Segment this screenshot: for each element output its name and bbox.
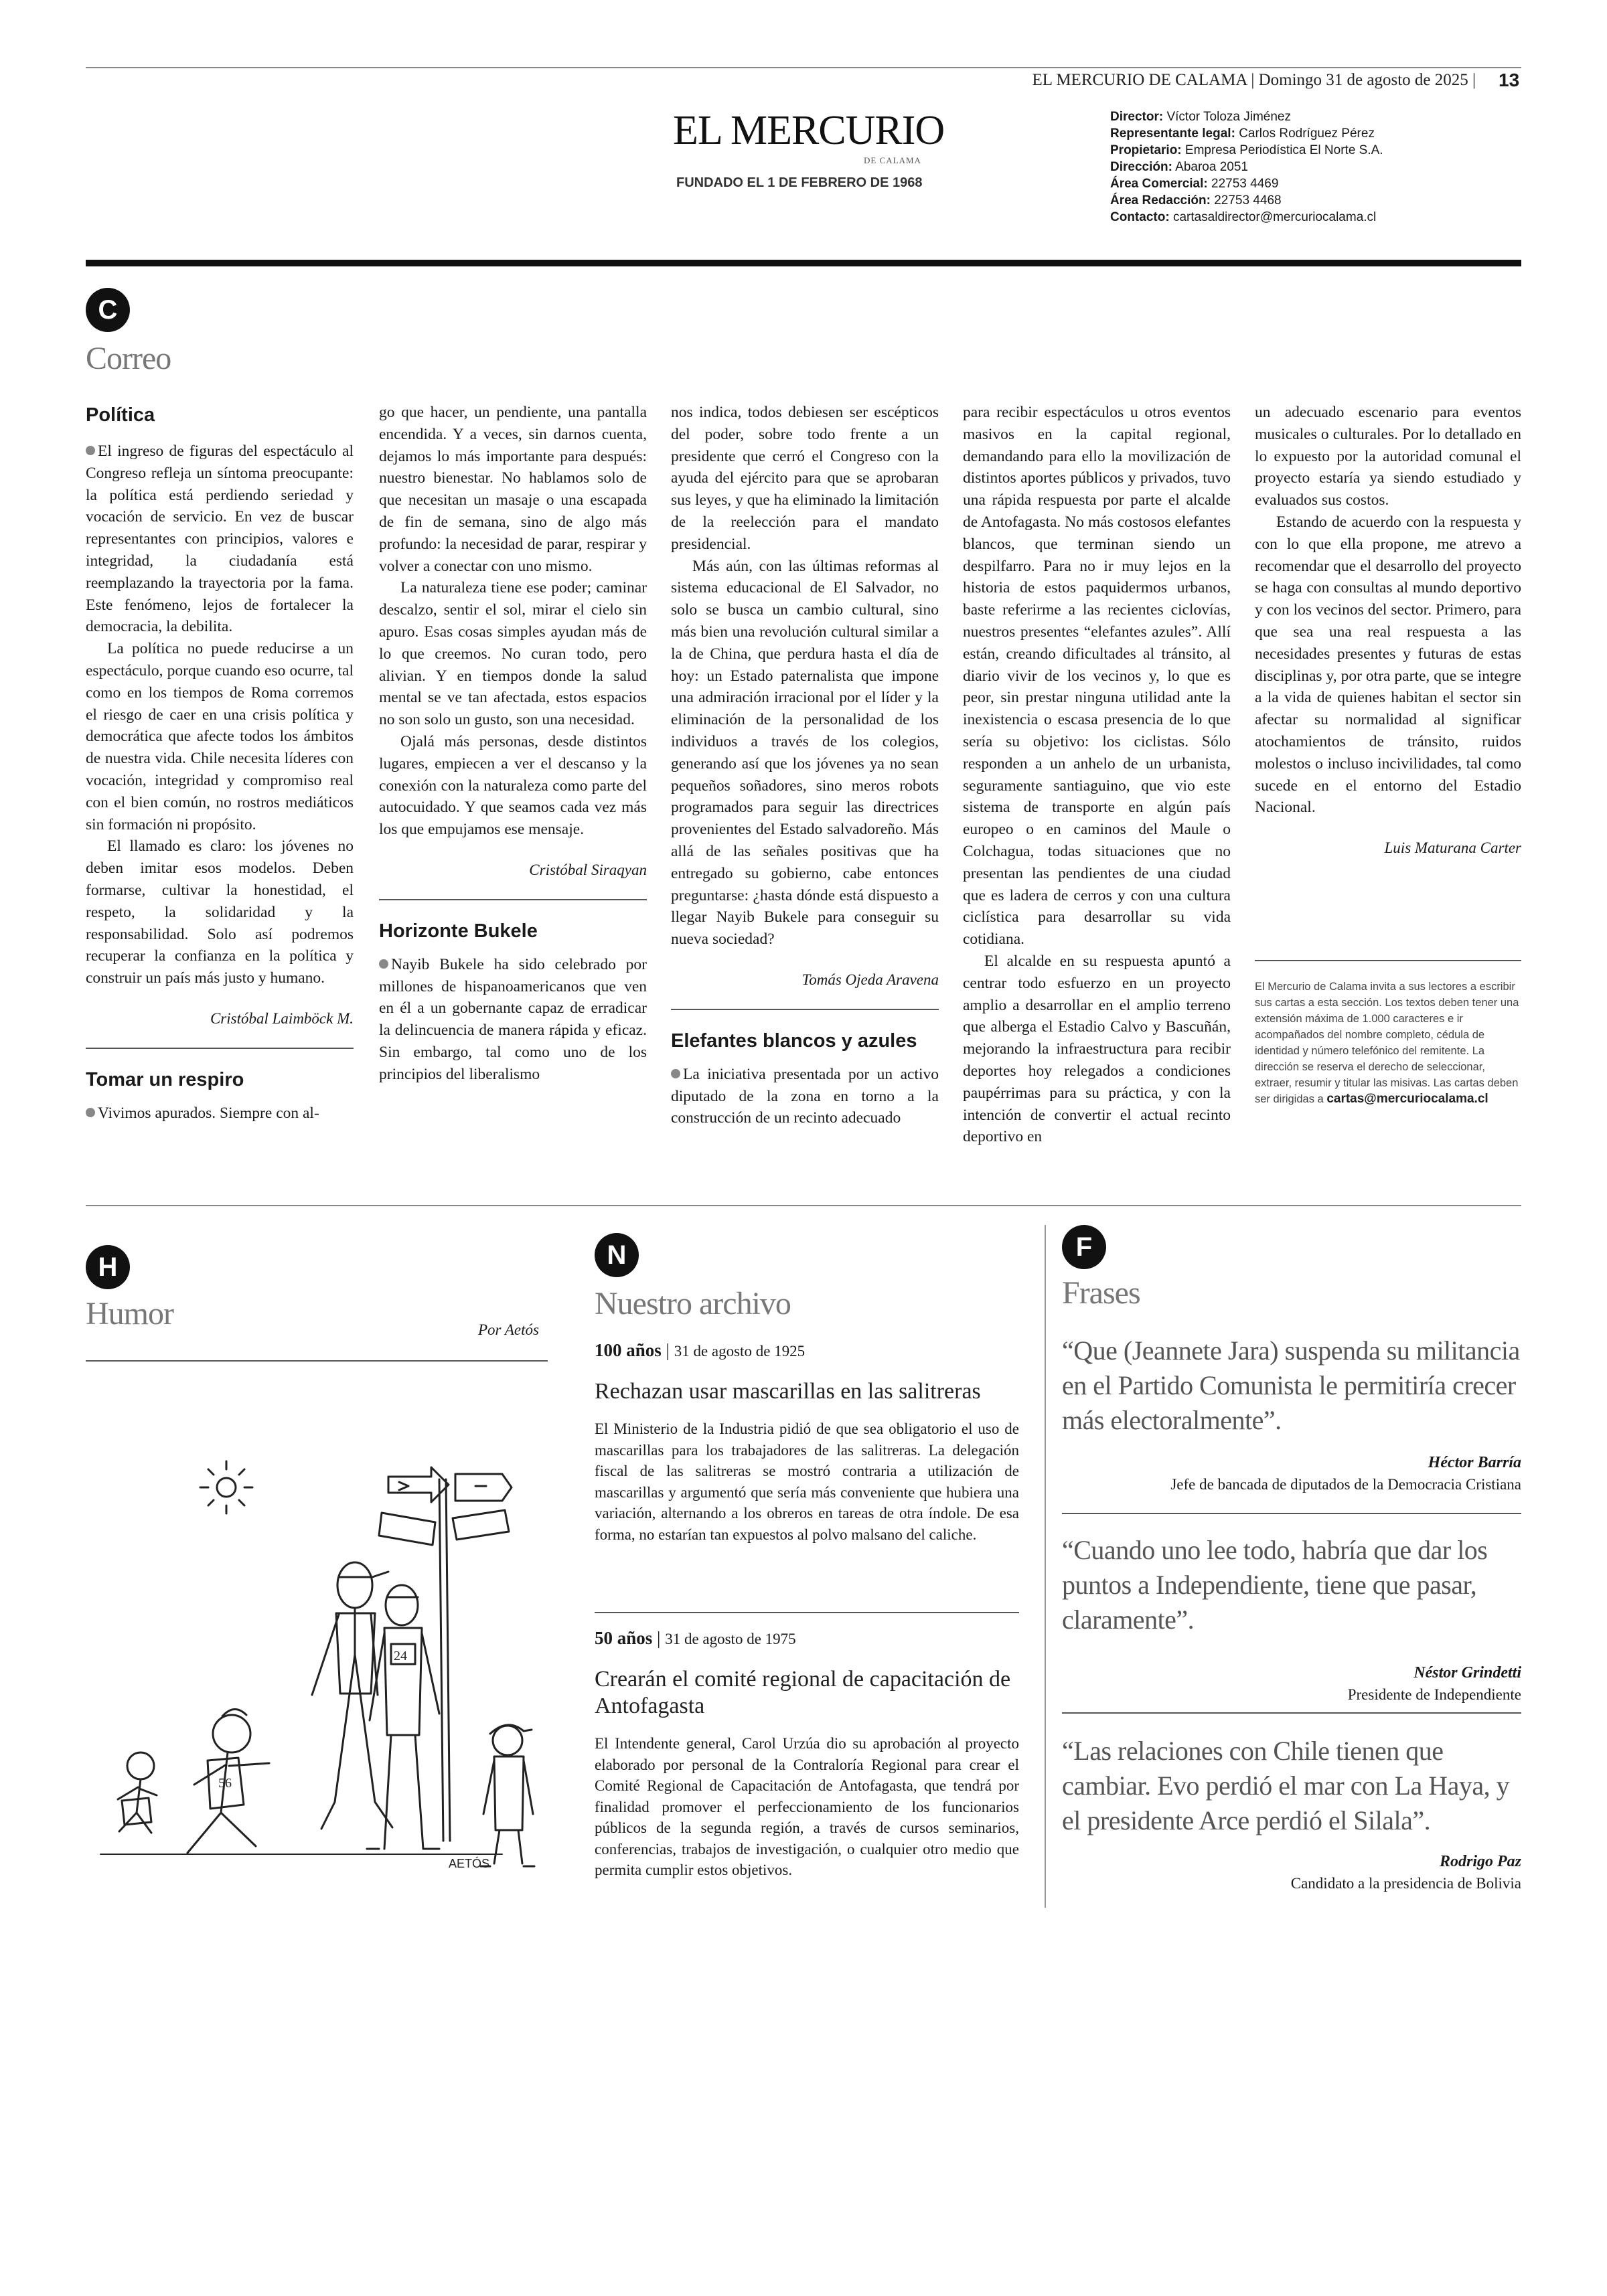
- staff-label: Propietario:: [1110, 143, 1182, 157]
- staff-row: [1110, 209, 1512, 226]
- sun-icon: [200, 1461, 252, 1513]
- bullet-dot: [671, 1069, 680, 1078]
- running-head-text: EL MERCURIO DE CALAMA | Domingo 31 de agosto de 2025 |: [1032, 71, 1476, 89]
- staff-label: Contacto:: [1110, 210, 1170, 224]
- correo-column-2: [379, 402, 647, 1202]
- archivo-item-2: [595, 1628, 1019, 1881]
- column-divider: [671, 1009, 939, 1010]
- staff-value: Víctor Toloza Jiménez: [1166, 110, 1291, 124]
- column-divider: [1255, 960, 1521, 961]
- header-thick-rule: [86, 260, 1521, 266]
- vertical-divider: [1045, 1225, 1046, 1908]
- staff-value: 22753 4468: [1214, 193, 1282, 208]
- frases-quote-1: [1062, 1333, 1521, 1493]
- politica-signature: Cristóbal Laimböck M.: [210, 1009, 354, 1027]
- bukele-paragraph-2: Más aún, con las últimas reformas al sistema educacional de El Salvador, no solo se busca un cambio cultural, sino más bien una revolución cultural similar a la de China, que perdura hasta el día de hoy: un Estado paternalista que impone una admiración irracional por el líder y la eliminación de la personalidad de los individuos a través de los colegios, generando así que los jóvenes ya no sean pequeños soñadores, sino meros robots programados para seguir las directrices provenientes del Estado salvadoreño. Más allá de las señales positivas que ha entregado su gobierno, cabe entonces preguntarse: ¿hasta dónde está dispuesto a llegar Nayib Bukele para conseguir su nueva sociedad?: [671, 557, 939, 949]
- politica-paragraph-1: [86, 440, 354, 638]
- capped-runner-icon: [481, 1725, 534, 1866]
- svg-text:24: 24: [394, 1649, 407, 1663]
- archivo-item-1-date: 100 años | 31 de agosto de 1925: [595, 1340, 806, 1360]
- politica-paragraph-2: La política no puede reducirse a un espectáculo, porque cuando eso ocurre, tal como en los tiempos de Roma corremos el riesgo de caer en una crisis política y democrática que afecte todos los ámbitos de nuestra vida. Chile necesita líderes con vocación, integridad y compromiso real con el bien común, no rostros mediáticos sin formación ni propósito.: [86, 640, 354, 833]
- humor-rule: [86, 1360, 548, 1362]
- correo-column-4: [963, 402, 1231, 1202]
- elefantes-paragraph-1-start: La iniciativa presentada por un activo diputado de la zona en torno a la construcción de un recinto adecuado: [671, 1065, 939, 1127]
- bukele-heading: Horizonte Bukele: [379, 920, 538, 942]
- quote-author: Rodrigo Paz: [1439, 1853, 1521, 1870]
- humor-badge: H: [86, 1245, 130, 1289]
- correo-column-3: [671, 402, 939, 1202]
- staff-value: Empresa Periodística El Norte S.A.: [1184, 143, 1383, 157]
- quote-role: Presidente de Independiente: [1347, 1686, 1521, 1703]
- frases-divider: [1062, 1712, 1521, 1714]
- quote-author: Héctor Barría: [1428, 1454, 1521, 1471]
- cartoon-signature: AETÓS: [449, 1857, 490, 1870]
- frases-quote-2: [1062, 1533, 1521, 1704]
- column-divider: [86, 1048, 354, 1049]
- staff-row: [1110, 108, 1512, 125]
- bullet-dot: [379, 959, 388, 969]
- archivo-item-1-body: El Ministerio de la Industria pidió de que sea obligatorio el uso de mascarillas para los trabajadores de las salitreras. La delegación fiscal de las salitreras se mostró contraria a utilización de mascarillas y argumentó que sería más conveniente que hubiera una variación, alternando a los obreros en tareas de otra índole. De esa forma, no estarían tan expuestos al polvo malsano del caliche.: [595, 1420, 1019, 1543]
- bukele-paragraph-1: nos indica, todos debiesen ser escépticos del poder, sobre todo frente a un presidente que cerró el Congreso con la ayuda del ejército para que se aprobaran sus leyes, y que ha eliminado la limitación de la reelección para el mandato presidencial.: [671, 404, 939, 553]
- archivo-date: 31 de agosto de 1925: [674, 1343, 806, 1360]
- elefantes-paragraph-2: un adecuado escenario para eventos musicales o culturales. Por lo detallado en lo expuesto por la autoridad comunal el proyecto estaría ya siendo estudiado y evaluados sus costos.: [1255, 404, 1521, 509]
- staff-label: Director:: [1110, 110, 1164, 124]
- runner-icon: [187, 1709, 269, 1853]
- bullet-dot: [86, 446, 95, 455]
- elefantes-paragraph-3: Estando de acuerdo con la respuesta y con lo que ella propone, me atrevo a recomendar que el desarrollo del proyecto se haga con consultas al mundo deportivo y con los vecinos del sector. Primero, para que sea una real respuesta a las necesidades presentes y futuras de estas disciplinas y, por otra parte, que se integre a la vida de quienes habitan el sector sin afectar su normalidad al significar atochamientos de tránsito, ruidos molestos o incluso incivilidades, tal como sucede en el entorno del Estadio Nacional.: [1255, 513, 1521, 817]
- quote-role: Candidato a la presidencia de Bolivia: [1290, 1875, 1521, 1892]
- respiro-heading: Tomar un respiro: [86, 1068, 244, 1090]
- correo-badge: C: [86, 288, 130, 332]
- humor-cartoon: [74, 1439, 556, 1908]
- correo-section-title: Correo: [86, 341, 171, 376]
- bukele-paragraph-1-start: Nayib Bukele ha sido celebrado por millones de hispanoamericanos que ven en él a un gobernante capaz de erradicar la delincuencia de manera rápida y eficaz. Sin embargo, tal como uno de los principios del liberalismo: [379, 955, 647, 1083]
- humor-author: Por Aetós: [478, 1321, 539, 1338]
- quote-author: Néstor Grindetti: [1413, 1664, 1521, 1682]
- archivo-item-1-headline: Rechazan usar mascarillas en las salitreras: [595, 1379, 981, 1404]
- letters-email: cartas@mercuriocalama.cl: [1326, 1091, 1488, 1106]
- staff-value: cartasaldirector@mercuriocalama.cl: [1172, 210, 1377, 224]
- correo-column-5: [1255, 402, 1521, 1202]
- bukele-signature: Tomás Ojeda Aravena: [801, 971, 939, 988]
- quote-text: “Que (Jeannete Jara) suspenda su militancia en el Partido Comunista le permitiría crecer más electoralmente”.: [1062, 1335, 1520, 1435]
- respiro-paragraph-1: go que hacer, un pendiente, una pantalla encendida. Y a veces, sin darnos cuenta, dejamos lo más importante para después: nuestro bienestar. No hablamos solo de que necesitan un masaje o una escapada de fin de semana, sino de algo más profundo: la necesidad de parar, respirar y volver a conectar con uno mismo.: [379, 404, 647, 575]
- bullet-dot: [86, 1108, 95, 1117]
- archivo-divider: [595, 1612, 1019, 1613]
- letters-note: [1255, 979, 1521, 1107]
- staff-box: [1110, 108, 1512, 226]
- correo-column-1: [86, 402, 354, 1202]
- elefantes-heading: Elefantes blancos y azules: [671, 1030, 917, 1052]
- letters-note-text: El Mercurio de Calama invita a sus lectores a escribir sus cartas a esta sección. Los textos deben tener una extensión máxima de 1.000 caracteres e ir acompañados del nombre completo, cédula de identidad y número telefónico del remitente. La dirección se reserva el derecho de seleccionar, extraer, resumir y titular las misivas. Las cartas deben ser dirigidas a: [1255, 980, 1519, 1105]
- frases-section-title: Frases: [1062, 1275, 1140, 1311]
- svg-text:56: 56: [218, 1776, 232, 1791]
- staff-value: Carlos Rodríguez Pérez: [1239, 127, 1375, 141]
- quote-text: “Las relaciones con Chile tienen que cambiar. Evo perdió el mar con La Haya, y el presidente Arce perdió el Silala”.: [1062, 1736, 1510, 1835]
- frases-quote-3: [1062, 1734, 1521, 1892]
- frases-divider: [1062, 1513, 1521, 1514]
- staff-row: [1110, 192, 1512, 209]
- numbered-runner-icon: [367, 1585, 439, 1849]
- politica-heading: Política: [86, 404, 155, 426]
- running-head: [1032, 71, 1476, 90]
- staff-label: Área Redacción:: [1110, 193, 1211, 208]
- staff-value: Abaroa 2051: [1175, 160, 1248, 174]
- quote-role: Jefe de bancada de diputados de la Democracia Cristiana: [1170, 1476, 1521, 1493]
- top-rule: [86, 67, 1521, 68]
- politica-p1-text: El ingreso de figuras del espectáculo al Congreso refleja un síntoma preocupante: la política está perdiendo seriedad y vocación de servicio. En vez de buscar representantes con principios, valores e integridad, la ciudadanía está reemplazando la trayectoria por la fama. Este fenómeno, lejos de fortalecer la democracia, la debilita.: [86, 442, 354, 636]
- staff-row: [1110, 125, 1512, 142]
- staff-row: [1110, 175, 1512, 192]
- tired-runner-icon: [312, 1562, 392, 1829]
- correo-bottom-rule: [86, 1205, 1521, 1206]
- archivo-item-2-body: El Intendente general, Carol Urzúa dio su aprobación al proyecto elaborado por personal de la Contraloría Regional para crear el Comité Regional de Capacitación de Antofagasta, que tendrá por finalidad promover el perfeccionamiento de los funcionarios públicos de la segunda región, a través de cursos seminarios, conferencias, trabajos de investigación, o cualquier otro medio que permita cumplir estos objetivos.: [595, 1735, 1019, 1878]
- column-divider: [379, 899, 647, 900]
- staff-row: [1110, 142, 1512, 159]
- archivo-section-title: Nuestro archivo: [595, 1286, 791, 1321]
- archivo-date: 31 de agosto de 1975: [665, 1631, 796, 1647]
- archivo-item-2-headline: Crearán el comité regional de capacitación de Antofagasta: [595, 1667, 1011, 1718]
- politica-paragraph-3: El llamado es claro: los jóvenes no deben imitar esos modelos. Deben formarse, cultivar la honestidad, el respeto, la solidaridad y la responsabilidad. Solo así podremos recuperar la confianza en la política y construir un país más justo y humano.: [86, 837, 354, 987]
- respiro-paragraph-1-start: Vivimos apurados. Siempre con al-: [86, 1102, 354, 1125]
- humor-section-title: Humor: [86, 1296, 173, 1331]
- frases-badge: F: [1062, 1225, 1106, 1269]
- staff-label: Representante legal:: [1110, 127, 1235, 141]
- staff-row: [1110, 159, 1512, 175]
- elefantes-paragraph-1: para recibir espectáculos u otros eventos masivos en la capital regional, demandando para ello la movilización de distintos aportes públicos y privados, tuvo una rápida respuesta por parte el alcalde de Antofagasta. No más costosos elefantes blancos, que terminan siendo un despilfarro. Para no ir muy lejos en la historia de estos paquidermos urbanos, baste referirme a las recientes ciclovías, nuestros presentes “elefantes azules”. Allí están, creando dificultades al tránsito, al diario vivir de los vecinos y, lo que es peor, sin prestar ninguna utilidad ante la inexistencia o escasa presencia de lo que sería su objetivo: los ciclistas. Sólo responden a un anhelo de un urbanista, seguramente santiaguino, que vio este sistema de transporte en algún país europeo o en caminos del Maule o Colchagua, todas situaciones que no presentan las pendientes de una ciudad que es ladera de cerros y con una cultura ciclística para desarrollar su vida cotidiana.: [963, 404, 1231, 949]
- respiro-signature: Cristóbal Siraqyan: [529, 861, 647, 878]
- staff-label: Dirección:: [1110, 160, 1172, 174]
- respiro-paragraph-2: La naturaleza tiene ese poder; caminar descalzo, sentir el sol, mirar el cielo sin apuro. Esas cosas simples ayudan más de lo que creemos. No curan todo, pero alivian. Y en tiempos donde la salud mental se ve tan afectada, estos espacios no son solo un gusto, son una necesidad.: [379, 579, 647, 729]
- archivo-item-2-date: 50 años | 31 de agosto de 1975: [595, 1628, 796, 1648]
- quote-text: “Cuando uno lee todo, habría que dar los puntos a Independiente, tiene que pasar, claramente”.: [1062, 1535, 1488, 1635]
- staff-value: 22753 4469: [1211, 177, 1279, 191]
- page-number: 13: [1499, 70, 1520, 90]
- respiro-paragraph-3: Ojalá más personas, desde distintos lugares, empiecen a ver el descanso y la conexión con la naturaleza como parte del autocuidado. Y que seamos cada vez más los que empujamos ese mensaje.: [379, 732, 647, 839]
- elefantes-paragraph-2-start: El alcalde en su respuesta apuntó a centrar todo esfuerzo en un proyecto amplio a desarrollar en el amplio terreno que alberga el Estadio Calvo y Bascuñán, mejorando la infraestructura para recibir deportes hoy relegados a condiciones paupérrimas para su práctica, y con la intención de convertir el actual recinto deportivo en: [963, 952, 1231, 1146]
- founded-line: FUNDADO EL 1 DE FEBRERO DE 1968: [676, 175, 923, 190]
- elefantes-signature: Luis Maturana Carter: [1384, 839, 1521, 857]
- archivo-badge: N: [595, 1233, 639, 1277]
- archivo-years: 50 años: [595, 1628, 653, 1648]
- staff-label: Área Comercial:: [1110, 177, 1208, 191]
- child-runner-icon: [118, 1752, 157, 1833]
- masthead-subtitle: DE CALAMA: [864, 155, 921, 165]
- archivo-item-1: [595, 1340, 1019, 1545]
- archivo-years: 100 años: [595, 1340, 662, 1360]
- masthead-title: EL MERCURIO: [673, 108, 945, 153]
